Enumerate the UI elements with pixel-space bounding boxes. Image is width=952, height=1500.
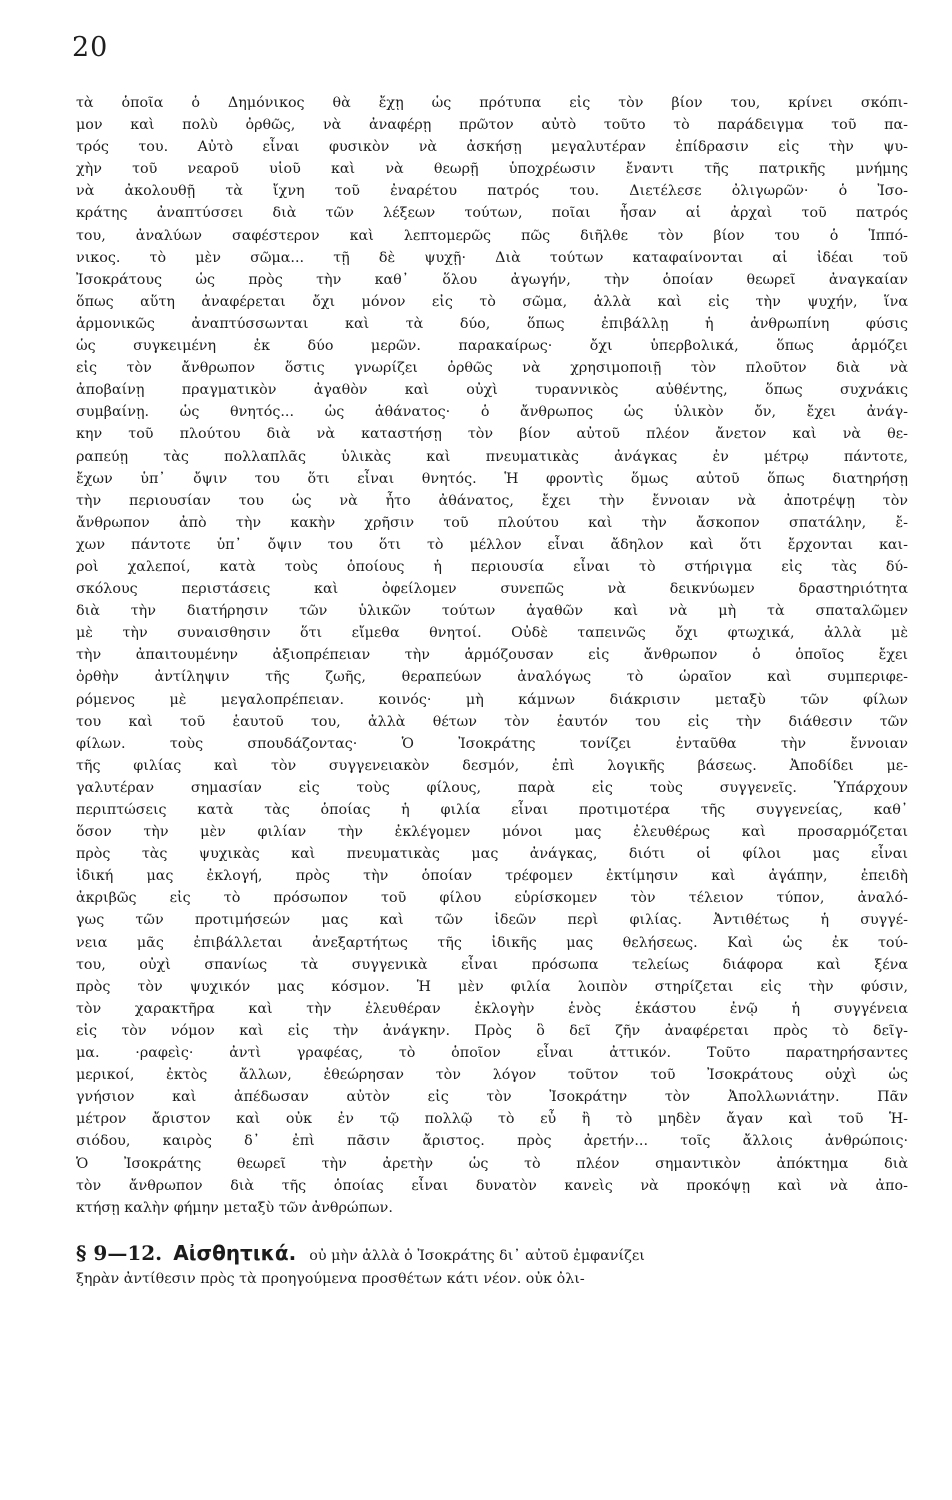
- text-line: του, ἀναλύων σαφέστερον καὶ λεπτομερῶς πῶς διῆλθε τὸν βίον του ὁ Ἱππό-: [76, 227, 908, 244]
- section-heading-continuation: ξηρὰν ἀντίθεσιν πρὸς τὰ προηγούμενα προσθέτων κάτι νέον. οὐκ ὀλι-: [76, 1270, 585, 1287]
- text-line: πρὸς τὰς ψυχικὰς καὶ πνευματικὰς μας ἀνάγκας, διότι οἱ φίλοι μας εἶναι: [76, 846, 908, 863]
- text-line: μέτρον ἄριστον καὶ οὐκ ἐν τῷ πολλῷ τὸ εὖ ἢ τὸ μηδὲν ἄγαν καὶ τοῦ Ἡ-: [76, 1111, 908, 1128]
- text-line: μον καὶ πολὺ ὀρθῶς, νὰ ἀναφέρῃ πρῶτον αὐτὸ τοῦτο τὸ παράδειγμα τοῦ πα-: [76, 117, 908, 134]
- text-line: κράτης ἀναπτύσσει διὰ τῶν λέξεων τούτων, ποῖαι ἦσαν αἱ ἀρχαὶ τοῦ πατρός: [76, 205, 908, 222]
- text-line: ροὶ χαλεποί, κατὰ τοὺς ὁποίους ἡ περιουσία εἶναι τὸ στήριγμα εἰς τὰς δύ-: [76, 558, 908, 575]
- text-line: ρόμενος μὲ μεγαλοπρέπειαν. κοινός· μὴ κάμνων διάκρισιν μεταξὺ τῶν φίλων: [76, 691, 908, 708]
- text-line: ραπεύῃ τὰς πολλαπλᾶς ὑλικὰς καὶ πνευματικὰς ἀνάγκας ἐν μέτρῳ πάντοτε,: [76, 448, 908, 465]
- text-line: κην τοῦ πλούτου διὰ νὰ καταστήσῃ τὸν βίον αὐτοῦ πλέον ἄνετον καὶ νὰ θε-: [76, 426, 908, 443]
- text-line: εἰς τὸν ἄνθρωπον ὅστις γνωρίζει ὀρθῶς νὰ χρησιμοποιῇ τὸν πλοῦτον διὰ νὰ: [76, 360, 908, 377]
- section-number: § 9—12.: [76, 1240, 163, 1265]
- text-line: σκόλους περιστάσεις καὶ ὀφείλομεν συνεπῶς νὰ δεικνύωμεν δραστηριότητα: [76, 581, 908, 598]
- text-line: μα. ·ραφεὶς· ἀντὶ γραφέας, τὸ ὁποῖον εἶναι ἀττικόν. Τοῦτο παρατηρήσαντες: [76, 1045, 908, 1062]
- text-line: γαλυτέραν σημασίαν εἰς τοὺς φίλους, παρὰ εἰς τοὺς συγγενεῖς. Ὑπάρχουν: [76, 779, 908, 796]
- text-line: τὴν περιουσίαν του ὡς νὰ ἦτο ἀθάνατος, ἔχει τὴν ἔννοιαν νὰ ἀποτρέψῃ τὸν: [76, 492, 908, 509]
- text-line: σιόδου, καιρὸς δ᾽ ἐπὶ πᾶσιν ἄριστος. πρὸς ἀρετήν... τοῖς ἄλλοις ἀνθρώποις·: [76, 1133, 908, 1150]
- text-line: περιπτώσεις κατὰ τὰς ὁποίας ἡ φιλία εἶναι προτιμοτέρα τῆς συγγενείας, καθ᾽: [76, 802, 908, 818]
- text-line: ἀποβαίνῃ πραγματικὸν ἀγαθὸν καὶ οὐχὶ τυραννικὸς αὐθέντης, ὅπως συχνάκις: [76, 382, 908, 399]
- text-line: ἰδική μας ἐκλογή, πρὸς τὴν ὁποίαν τρέφομεν ἐκτίμησιν καὶ ἀγάπην, ἐπειδὴ: [76, 868, 908, 885]
- text-line: του, οὐχὶ σπανίως τὰ συγγενικὰ εἶναι πρόσωπα τελείως διάφορα καὶ ξένα: [76, 956, 908, 973]
- text-line: γνήσιον καὶ ἀπέδωσαν αὐτὸν εἰς τὸν Ἰσοκράτην τὸν Ἀπολλωνιάτην. Πᾶν: [76, 1089, 908, 1106]
- text-line: τὰ ὁποῖα ὁ Δημόνικος θὰ ἔχῃ ὡς πρότυπα εἰς τὸν βίον του, κρίνει σκόπι-: [76, 95, 908, 111]
- section-heading: [76, 1241, 908, 1265]
- section-heading-text: οὐ μὴν ἀλλὰ ὁ Ἰσοκράτης δι᾽ αὐτοῦ ἐμφανίζει: [309, 1247, 645, 1264]
- text-line: κτήσῃ καλὴν φήμην μεταξὺ τῶν ἀνθρώπων.: [76, 1199, 393, 1216]
- text-line: ἀκριβῶς εἰς τὸ πρόσωπον τοῦ φίλου εὑρίσκομεν τὸν τέλειον τύπον, ἀναλό-: [76, 890, 908, 907]
- page-number: 20: [72, 32, 109, 63]
- text-line: νικος. τὸ μὲν σῶμα... τῇ δὲ ψυχῇ· Διὰ τούτων καταφαίνονται αἱ ἰδέαι τοῦ: [76, 249, 908, 266]
- text-line: μὲ τὴν συναισθησιν ὅτι εἴμεθα θνητοί. Οὐδὲ ταπεινῶς ὄχι φτωχικά, ἀλλὰ μὲ: [76, 625, 908, 642]
- text-line: τὸν ἄνθρωπον διὰ τῆς ὁποίας εἶναι δυνατὸν κανεὶς νὰ προκόψῃ καὶ νὰ ἀπο-: [76, 1177, 908, 1194]
- text-line: γως τῶν προτιμήσεών μας καὶ τῶν ἰδεῶν περὶ φιλίας. Ἀντιθέτως ἡ συγγέ-: [76, 912, 908, 929]
- text-line: ὅπως αὕτη ἀναφέρεται ὄχι μόνον εἰς τὸ σῶμα, ἀλλὰ καὶ εἰς τὴν ψυχήν, ἵνα: [76, 293, 908, 310]
- text-line: ἔχων ὑπ᾽ ὄψιν του ὅτι εἶναι θνητός. Ἡ φροντὶς ὅμως αὐτοῦ ὅπως διατηρήσῃ: [76, 470, 908, 487]
- text-line: Ὁ Ἰσοκράτης θεωρεῖ τὴν ἀρετὴν ὡς τὸ πλέον σημαντικὸν ἀπόκτημα διὰ: [76, 1155, 908, 1172]
- text-line: ὀρθὴν ἀντίληψιν τῆς ζωῆς, θεραπεύων ἀναλόγως τὸ ὡραῖον καὶ συμπεριφε-: [76, 669, 908, 686]
- text-line: φίλων. τοὺς σπουδάζοντας· Ὁ Ἰσοκράτης τονίζει ἐνταῦθα τὴν ἔννοιαν: [76, 735, 908, 752]
- text-line: νεια μᾶς ἐπιβάλλεται ἀνεξαρτήτως τῆς ἰδικῆς μας θελήσεως. Καὶ ὡς ἐκ τού-: [76, 934, 908, 951]
- text-line: τῆς φιλίας καὶ τὸν συγγενειακὸν δεσμόν, ἐπὶ λογικῆς βάσεως. Ἀποδίδει με-: [76, 757, 908, 774]
- text-line: τὸν χαρακτῆρα καὶ τὴν ἐλευθέραν ἐκλογὴν ἑνὸς ἑκάστου ἐνῷ ἡ συγγένεια: [76, 1000, 908, 1017]
- text-line: πρὸς τὸν ψυχικόν μας κόσμον. Ἡ μὲν φιλία λοιπὸν στηρίζεται εἰς τὴν φύσιν,: [76, 978, 908, 995]
- text-line: του καὶ τοῦ ἑαυτοῦ του, ἀλλὰ θέτων τὸν ἑαυτόν του εἰς τὴν διάθεσιν τῶν: [76, 713, 908, 730]
- text-line: τὴν ἀπαιτουμένην ἀξιοπρέπειαν τὴν ἁρμόζουσαν εἰς ἄνθρωπον ὁ ὁποῖος ἔχει: [76, 647, 908, 664]
- text-line: τρός του. Αὐτὸ εἶναι φυσικὸν νὰ ἀσκήσῃ μεγαλυτέραν ἐπίδρασιν εἰς τὴν ψυ-: [76, 139, 908, 156]
- text-line: ὡς συγκειμένη ἐκ δύο μερῶν. παρακαίρως· ὄχι ὑπερβολικά, ὅπως ἁρμόζει: [76, 338, 908, 355]
- text-line: Ἰσοκράτους ὡς πρὸς τὴν καθ᾽ ὅλου ἀγωγήν, τὴν ὁποίαν θεωρεῖ ἀναγκαίαν: [76, 271, 908, 288]
- text-line: ἄνθρωπον ἀπὸ τὴν κακὴν χρῆσιν τοῦ πλούτου καὶ τὴν ἄσκοπον σπατάλην, ἔ-: [76, 514, 908, 531]
- text-line: εἰς τὸν νόμον καὶ εἰς τὴν ἀνάγκην. Πρὸς ὃ δεῖ ζῆν ἀναφέρεται πρὸς τὸ δεῖγ-: [76, 1022, 908, 1039]
- text-line: χὴν τοῦ νεαροῦ υἱοῦ καὶ νὰ θεωρῇ ὑποχρέωσιν ἔναντι τῆς πατρικῆς μνήμης: [76, 161, 908, 178]
- text-line: νὰ ἀκολουθῇ τὰ ἴχνη τοῦ ἐναρέτου πατρός του. Διετέλεσε ὀλιγωρῶν· ὁ Ἰσο-: [76, 183, 908, 200]
- text-line: ὅσον τὴν μὲν φιλίαν τὴν ἐκλέγομεν μόνοι μας ἐλευθέρως καὶ προσαρμόζεται: [76, 824, 908, 841]
- text-line: μερικοί, ἐκτὸς ἄλλων, ἐθεώρησαν τὸν λόγον τοῦτον τοῦ Ἰσοκράτους οὐχὶ ὡς: [76, 1067, 908, 1084]
- text-line: ἁρμονικῶς ἀναπτύσσωνται καὶ τὰ δύο, ὅπως ἐπιβάλλῃ ἡ ἀνθρωπίνη φύσις: [76, 315, 908, 332]
- section-title: Αἰσθητικά.: [173, 1240, 297, 1265]
- text-line: διὰ τὴν διατήρησιν τῶν ὑλικῶν τούτων ἀγαθῶν καὶ νὰ μὴ τὰ σπαταλῶμεν: [76, 603, 908, 620]
- body-text: [76, 92, 908, 1219]
- text-line: χων πάντοτε ὑπ᾽ ὄψιν του ὅτι τὸ μέλλον εἶναι ἄδηλον καὶ ὅτι ἔρχονται και-: [76, 536, 908, 553]
- text-line: συμβαίνῃ. ὡς θνητός... ὡς ἀθάνατος· ὁ ἄνθρωπος ὡς ὑλικὸν ὄν, ἔχει ἀνάγ-: [76, 404, 908, 421]
